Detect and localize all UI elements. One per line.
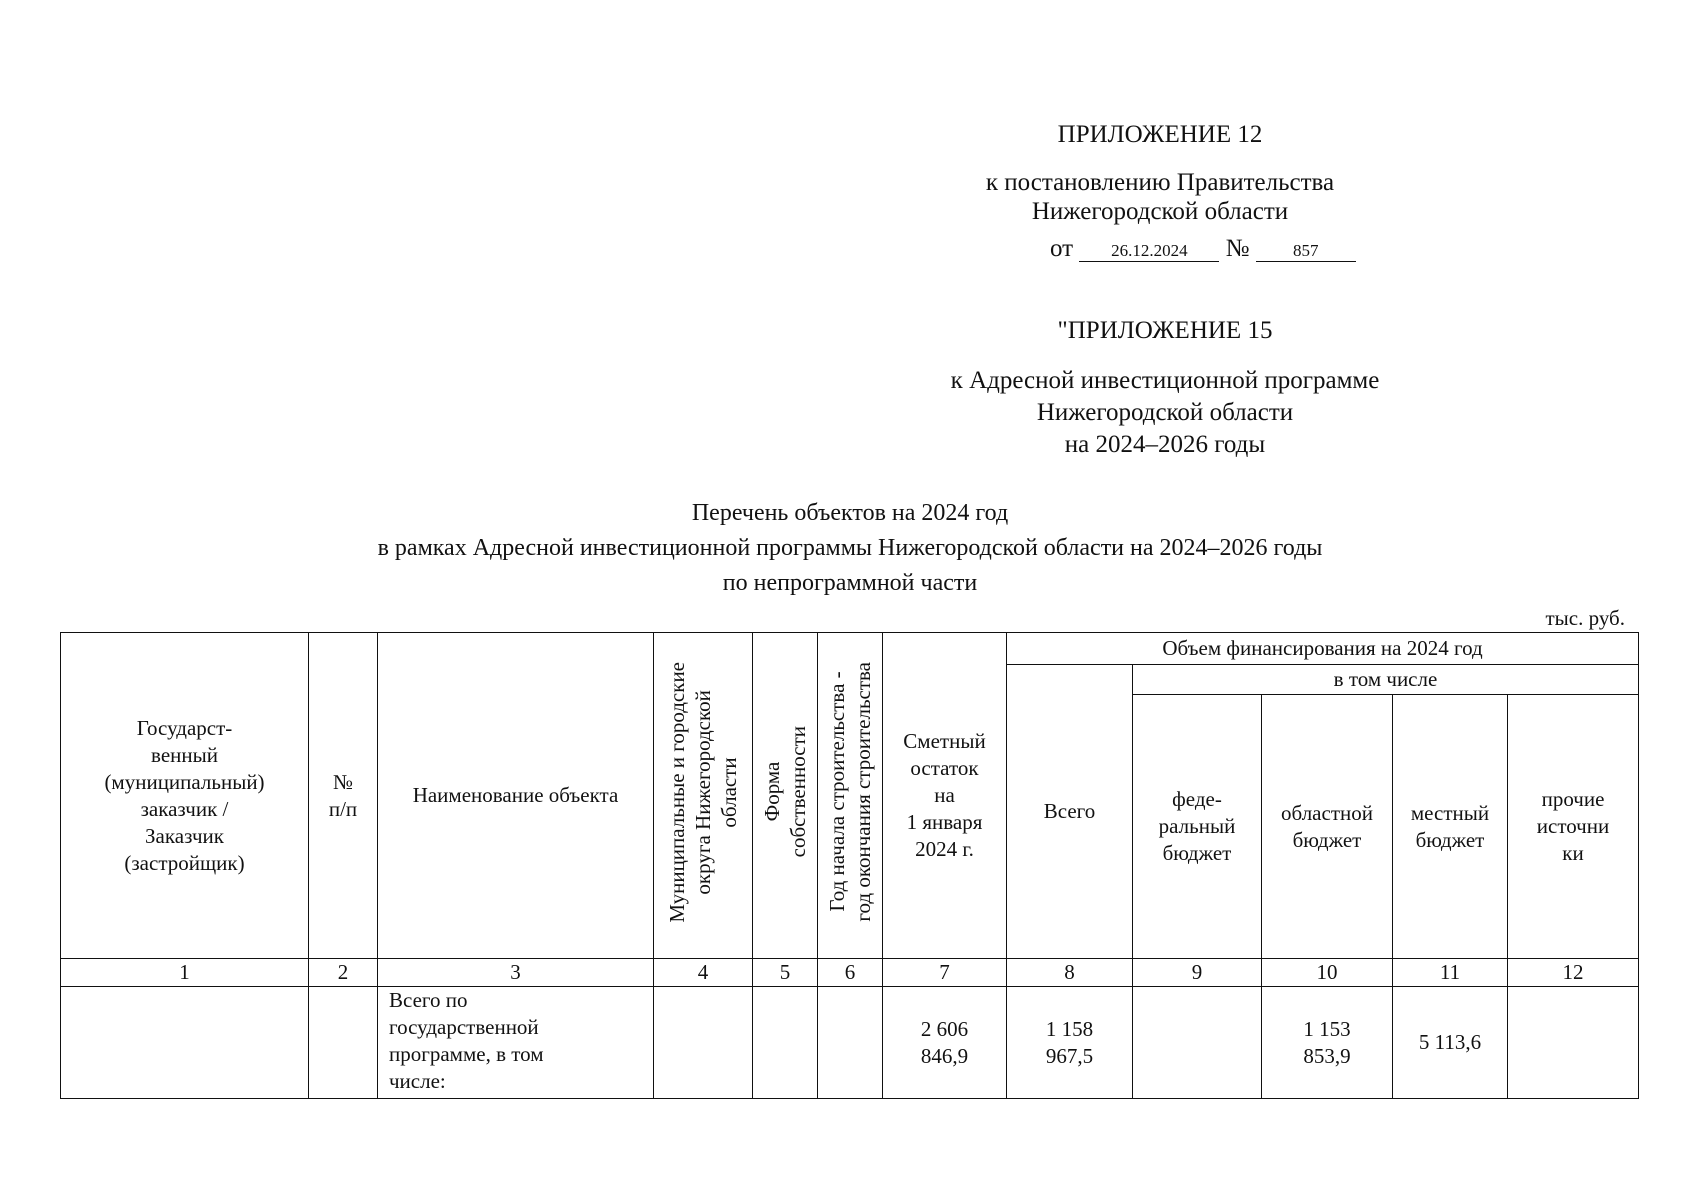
header-municipality	[654, 633, 753, 959]
cell-other	[1508, 987, 1639, 1099]
resolution-number: 857	[1256, 241, 1356, 262]
resolution-line-2: Нижегородской области	[1031, 198, 1289, 225]
header-regional: областной бюджет	[1262, 695, 1393, 959]
cell-customer	[61, 987, 309, 1099]
cell-federal	[1133, 987, 1262, 1099]
quoted-appendix-title: "ПРИЛОЖЕНИЕ 15	[1057, 317, 1273, 344]
column-number: 11	[1393, 959, 1508, 987]
cell-number	[309, 987, 378, 1099]
header-number: № п/п	[309, 633, 378, 959]
column-number: 12	[1508, 959, 1639, 987]
resolution-date: 26.12.2024	[1079, 241, 1219, 262]
program-reference	[920, 365, 1410, 461]
cell-years	[818, 987, 883, 1099]
cell-local: 5 113,6	[1393, 987, 1508, 1099]
header-estimate: Сметный остаток на 1 января 2024 г.	[883, 633, 1007, 959]
cell-total: 1 158 967,5	[1007, 987, 1133, 1099]
document-title-line-3: по непрограммной части	[722, 570, 978, 596]
column-number-row	[61, 959, 1639, 987]
header-object-name: Наименование объекта	[378, 633, 654, 959]
cell-estimate: 2 606 846,9	[883, 987, 1007, 1099]
program-line-1: к Адресной инвестиционной программе	[950, 367, 1380, 394]
column-number: 10	[1262, 959, 1393, 987]
cell-regional: 1 153 853,9	[1262, 987, 1393, 1099]
column-number: 2	[309, 959, 378, 987]
column-number: 6	[818, 959, 883, 987]
header-total: Всего	[1007, 665, 1133, 959]
resolution-line-1: к постановлению Правительства	[985, 169, 1335, 196]
resolution-reference	[960, 168, 1360, 226]
cell-municipality	[654, 987, 753, 1099]
program-line-2: Нижегородской области	[1036, 399, 1294, 426]
column-number: 1	[61, 959, 309, 987]
program-line-3: на 2024–2026 годы	[1064, 431, 1266, 458]
header-including: в том числе	[1133, 665, 1639, 695]
header-federal: феде- ральный бюджет	[1133, 695, 1262, 959]
column-number: 7	[883, 959, 1007, 987]
units-label: тыс. руб.	[1545, 606, 1625, 630]
header-customer: Государст- венный (муниципальный) заказчик / Заказчик (застройщик)	[61, 633, 309, 959]
header-other: прочие источни ки	[1508, 695, 1639, 959]
document-title	[150, 496, 1550, 601]
header-years-text: Год начала строительства - год окончания строительства	[825, 662, 875, 922]
document-title-line-1: Перечень объектов на 2024 год	[691, 500, 1009, 526]
number-prefix: №	[1225, 235, 1250, 262]
objects-table	[60, 632, 1639, 1099]
column-number: 4	[654, 959, 753, 987]
cell-ownership	[753, 987, 818, 1099]
header-ownership	[753, 633, 818, 959]
column-number: 5	[753, 959, 818, 987]
column-number: 3	[378, 959, 654, 987]
header-municipality-text: Муниципальные и городские округа Нижегородской области	[665, 661, 741, 923]
column-number: 9	[1133, 959, 1262, 987]
appendix-title: ПРИЛОЖЕНИЕ 12	[1057, 121, 1263, 148]
header-funding-group: Объем финансирования на 2024 год	[1007, 633, 1639, 665]
table-row	[61, 987, 1639, 1099]
column-number: 8	[1007, 959, 1133, 987]
cell-object-name: Всего по государственной программе, в том числе:	[378, 987, 654, 1099]
header-years	[818, 633, 883, 959]
resolution-date-number	[1050, 234, 1390, 263]
header-local: местный бюджет	[1393, 695, 1508, 959]
header-ownership-text: Форма собственности	[760, 726, 810, 858]
document-title-line-2: в рамках Адресной инвестиционной программы Нижегородской области на 2024–2026 годы	[377, 535, 1323, 561]
date-prefix: от	[1050, 235, 1074, 262]
